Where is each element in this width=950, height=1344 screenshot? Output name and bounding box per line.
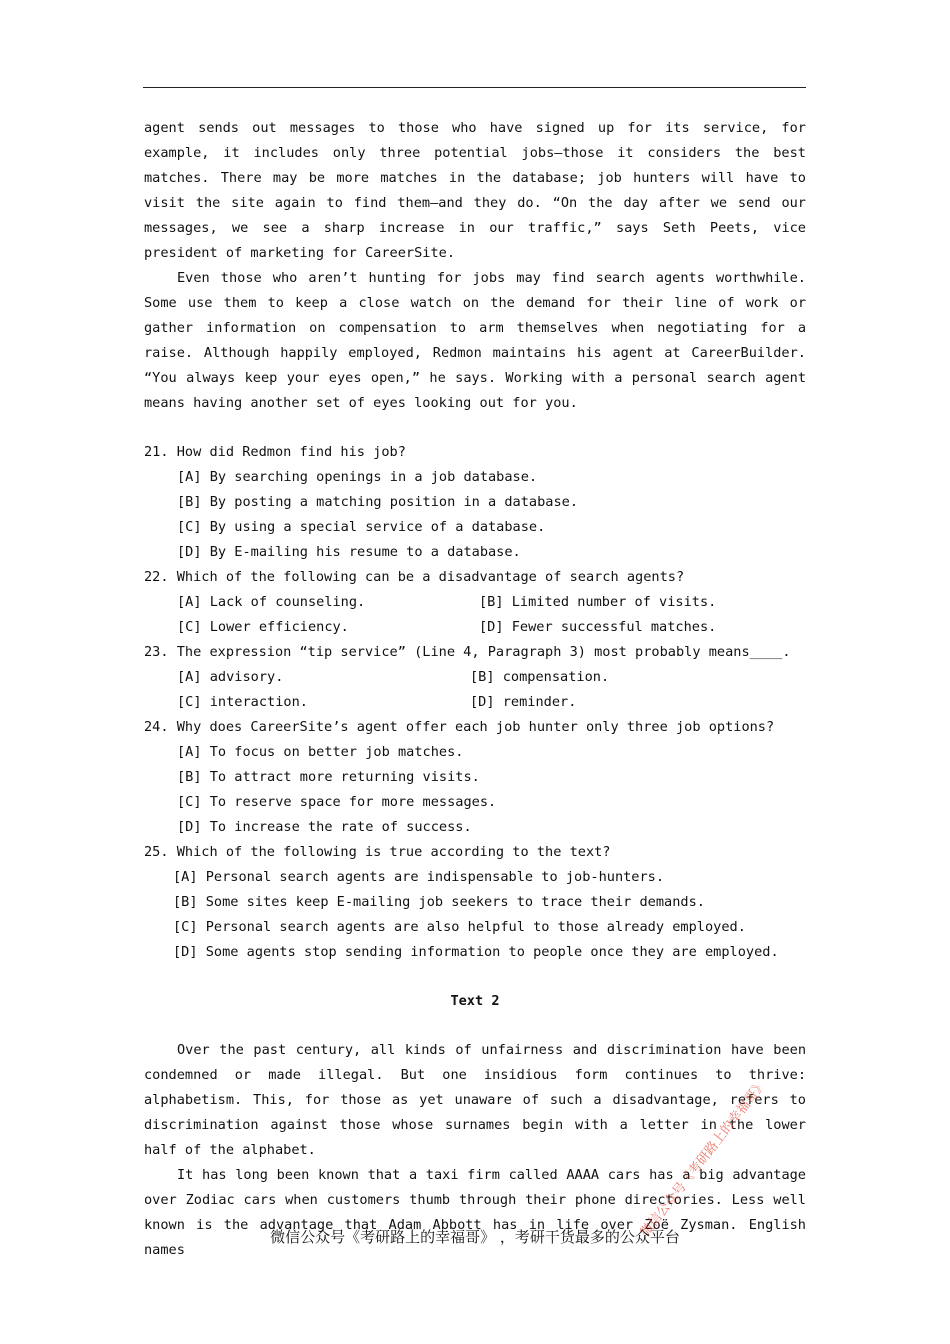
question-21-option-c: [C] By using a special service of a database. <box>177 519 546 535</box>
question-23-option-b: [B] compensation. <box>470 669 610 685</box>
question-22-option-c: [C] Lower efficiency. <box>177 619 349 635</box>
question-25-option-b: [B] Some sites keep E-mailing job seekers to trace their demands. <box>173 894 705 910</box>
text2-paragraph-2: It has long been known that a taxi firm called AAAA cars has a big advantage over Zodiac cars when customers thumb through their phone directories. Less well known is the advantage that Adam Abbott has in life over Zoë Zysman. English names <box>144 1167 806 1258</box>
question-24-option-d: [D] To increase the rate of success. <box>177 819 472 835</box>
question-21-option-b: [B] By posting a matching position in a database. <box>177 494 579 510</box>
question-24-option-c: [C] To reserve space for more messages. <box>177 794 497 810</box>
question-21-option-a: [A] By searching openings in a job database. <box>177 469 538 485</box>
question-24-option-a: [A] To focus on better job matches. <box>177 744 464 760</box>
question-25-option-c: [C] Personal search agents are also helpful to those already employed. <box>173 919 746 935</box>
question-23-stem: 23. The expression “tip service” (Line 4, Paragraph 3) most probably means____. <box>144 644 791 660</box>
header-rule <box>143 87 806 88</box>
passage-paragraph-2: Even those who aren’t hunting for jobs may find search agents worthwhile. Some use them to keep a close watch on the demand for their line of work or gather information on compensation to arm themselves when negotiating for a raise. Although happily employed, Redmon maintains his agent at CareerBuilder. “You always keep your eyes open,” he says. Working with a personal search agent means having another set of eyes looking out for you. <box>144 270 806 411</box>
question-25-option-d: [D] Some agents stop sending information to people once they are employed. <box>173 944 779 960</box>
question-22-stem: 22. Which of the following can be a disadvantage of search agents? <box>144 569 685 585</box>
question-25-stem: 25. Which of the following is true according to the text? <box>144 844 611 860</box>
question-23-option-c: [C] interaction. <box>177 694 308 710</box>
question-23-options-row-2 <box>144 690 806 715</box>
question-25-option-a: [A] Personal search agents are indispensable to job-hunters. <box>173 869 665 885</box>
question-22-option-a: [A] Lack of counseling. <box>177 594 366 610</box>
watermark-stamp: 微信公众号《考研路上的幸福哥》 <box>637 1077 770 1241</box>
question-23-option-d: [D] reminder. <box>470 694 577 710</box>
question-22-option-b: [B] Limited number of visits. <box>479 594 717 610</box>
question-21-stem: 21. How did Redmon find his job? <box>144 444 406 460</box>
question-21-option-d: [D] By E-mailing his resume to a database. <box>177 544 521 560</box>
passage-body <box>144 116 806 1263</box>
passage-paragraph-1: agent sends out messages to those who have signed up for its service, for example, it includes only three potential jobs—those it considers the best matches. There may be more matches in the database; job hunters will have to visit the site again to find them—and they do. “On the day after we send our messages, we see a sharp increase in our traffic,” says Seth Peets, vice president of marketing for CareerSite. <box>144 120 806 261</box>
question-22-option-d: [D] Fewer successful matches. <box>479 619 717 635</box>
question-22-options-row-2 <box>144 615 806 640</box>
question-22-options-row-1 <box>144 590 806 615</box>
question-24-option-b: [B] To attract more returning visits. <box>177 769 480 785</box>
question-23-option-a: [A] advisory. <box>177 669 284 685</box>
text2-paragraph-1: Over the past century, all kinds of unfairness and discrimination have been condemned or made illegal. But one insidious form continues to thrive: alphabetism. This, for those as yet unaware of such a disadvantage, refers to discrimination against those whose surnames begin with a letter in the lower half of the alphabet. <box>144 1042 806 1158</box>
question-24-stem: 24. Why does CareerSite’s agent offer each job hunter only three job options? <box>144 719 775 735</box>
section-heading: Text 2 <box>450 993 500 1009</box>
page-footer: 微信公众号《考研路上的幸福哥》 ，考研干货最多的公众平台 <box>270 1228 680 1246</box>
question-23-options-row-1 <box>144 665 806 690</box>
